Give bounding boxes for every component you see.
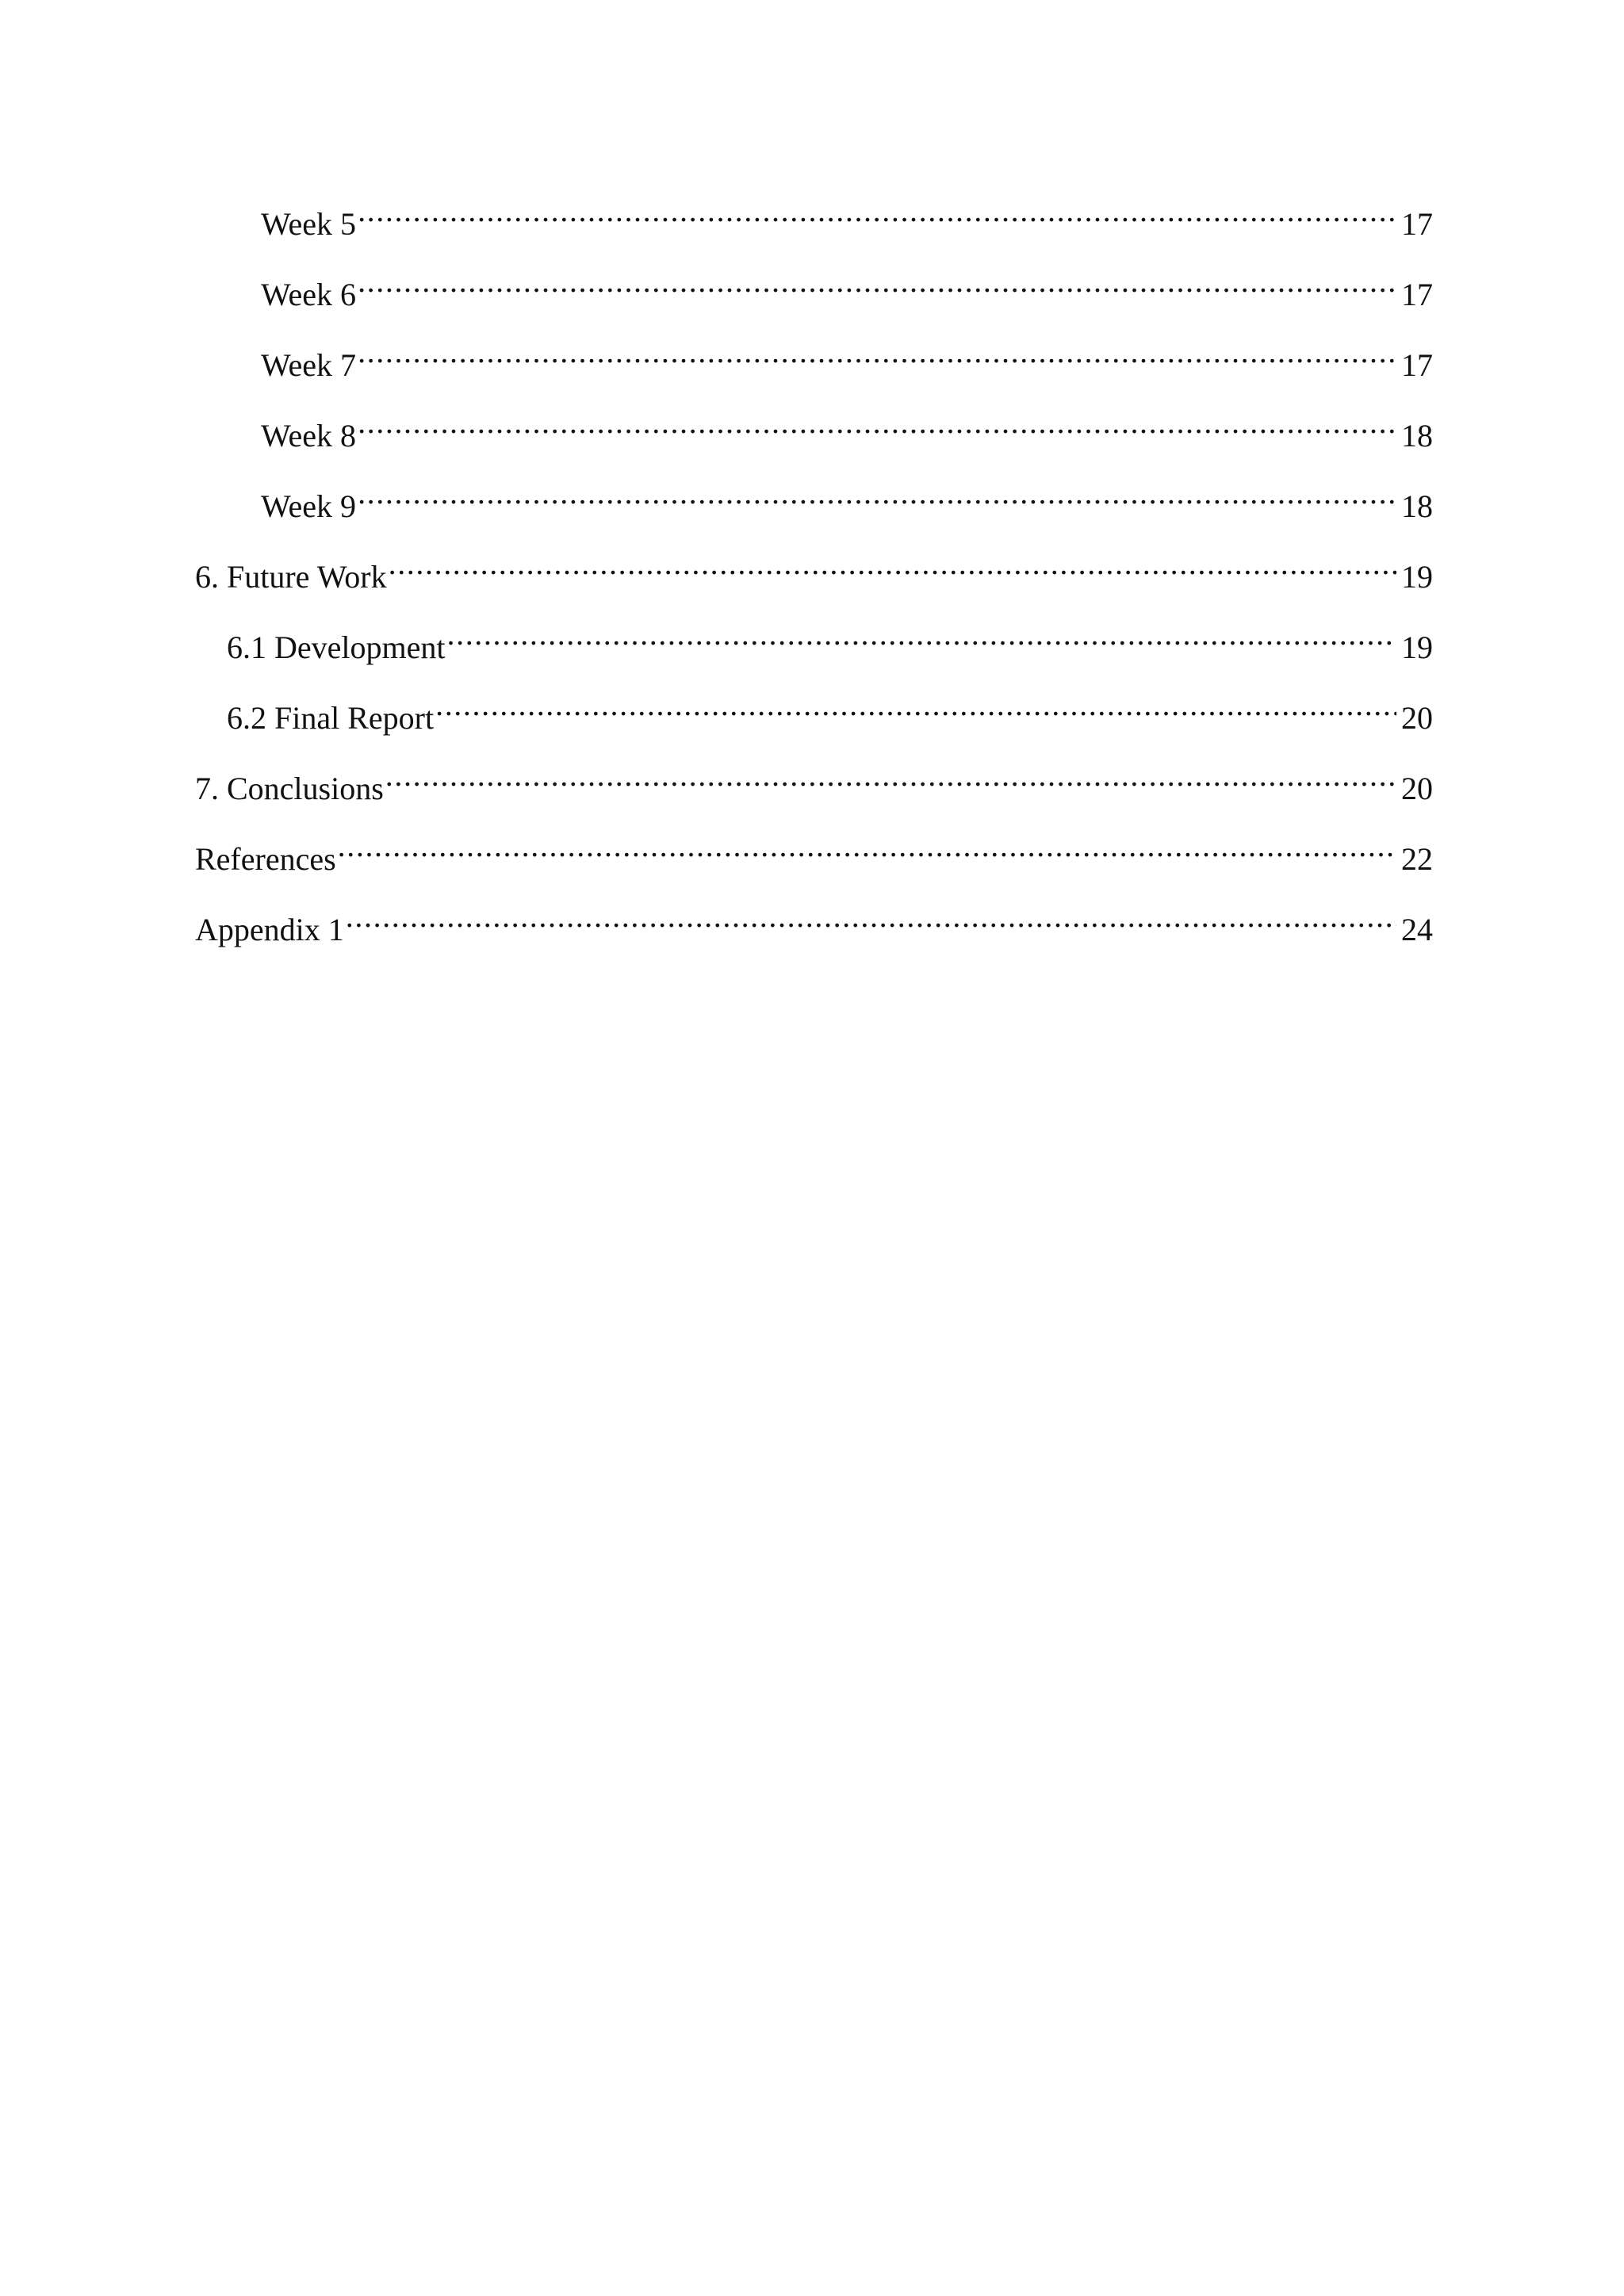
toc-entry-conclusions[interactable]	[195, 755, 1433, 806]
toc-entry-week-8[interactable]	[261, 402, 1433, 453]
toc-entry-week-7[interactable]	[261, 331, 1433, 383]
toc-entry-references[interactable]	[195, 825, 1433, 877]
toc-dot-leader	[358, 190, 1396, 235]
toc-dot-leader	[338, 825, 1396, 870]
toc-dot-leader	[447, 614, 1397, 658]
toc-entry-week-9[interactable]	[261, 473, 1433, 524]
toc-entry-week-5[interactable]	[261, 190, 1433, 242]
toc-entry-title: 6.2 Final Report	[227, 700, 435, 736]
toc-entry-page: 17	[1401, 206, 1433, 242]
toc-dot-leader	[358, 331, 1396, 376]
toc-dot-leader	[435, 684, 1396, 729]
toc-entry-title: Week 8	[261, 418, 357, 453]
toc-entry-title: Week 9	[261, 488, 357, 524]
toc-entry-page: 24	[1401, 912, 1433, 947]
toc-entry-title: Appendix 1	[195, 912, 344, 947]
toc-entry-page: 17	[1401, 347, 1433, 383]
toc-entry-title: Week 5	[261, 206, 357, 242]
toc-dot-leader	[358, 261, 1396, 305]
toc-entry-title: References	[195, 841, 336, 877]
toc-entry-page: 18	[1401, 488, 1433, 524]
toc-entry-page: 18	[1401, 418, 1433, 453]
toc-dot-leader	[389, 543, 1396, 587]
toc-entry-title: Week 6	[261, 277, 357, 312]
toc-entry-week-6[interactable]	[261, 261, 1433, 312]
toc-entry-page: 22	[1401, 841, 1433, 877]
toc-entry-title: 7. Conclusions	[195, 771, 384, 806]
toc-dot-leader	[346, 896, 1396, 940]
toc-dot-leader	[358, 402, 1396, 446]
toc-entry-future-work[interactable]	[195, 543, 1433, 595]
toc-entry-title: 6. Future Work	[195, 559, 387, 595]
toc-entry-title: 6.1 Development	[227, 629, 446, 665]
toc-entry-page: 17	[1401, 277, 1433, 312]
toc-dot-leader	[385, 755, 1396, 799]
toc-entry-page: 19	[1401, 559, 1433, 595]
toc-entry-page: 20	[1401, 700, 1433, 736]
toc-entry-final-report[interactable]	[227, 684, 1433, 736]
toc-dot-leader	[358, 473, 1396, 517]
toc-entry-page: 20	[1401, 771, 1433, 806]
toc-entry-appendix-1[interactable]	[195, 896, 1433, 947]
toc-entry-development[interactable]	[227, 614, 1433, 665]
toc-entry-title: Week 7	[261, 347, 357, 383]
toc-entry-page: 19	[1401, 629, 1433, 665]
